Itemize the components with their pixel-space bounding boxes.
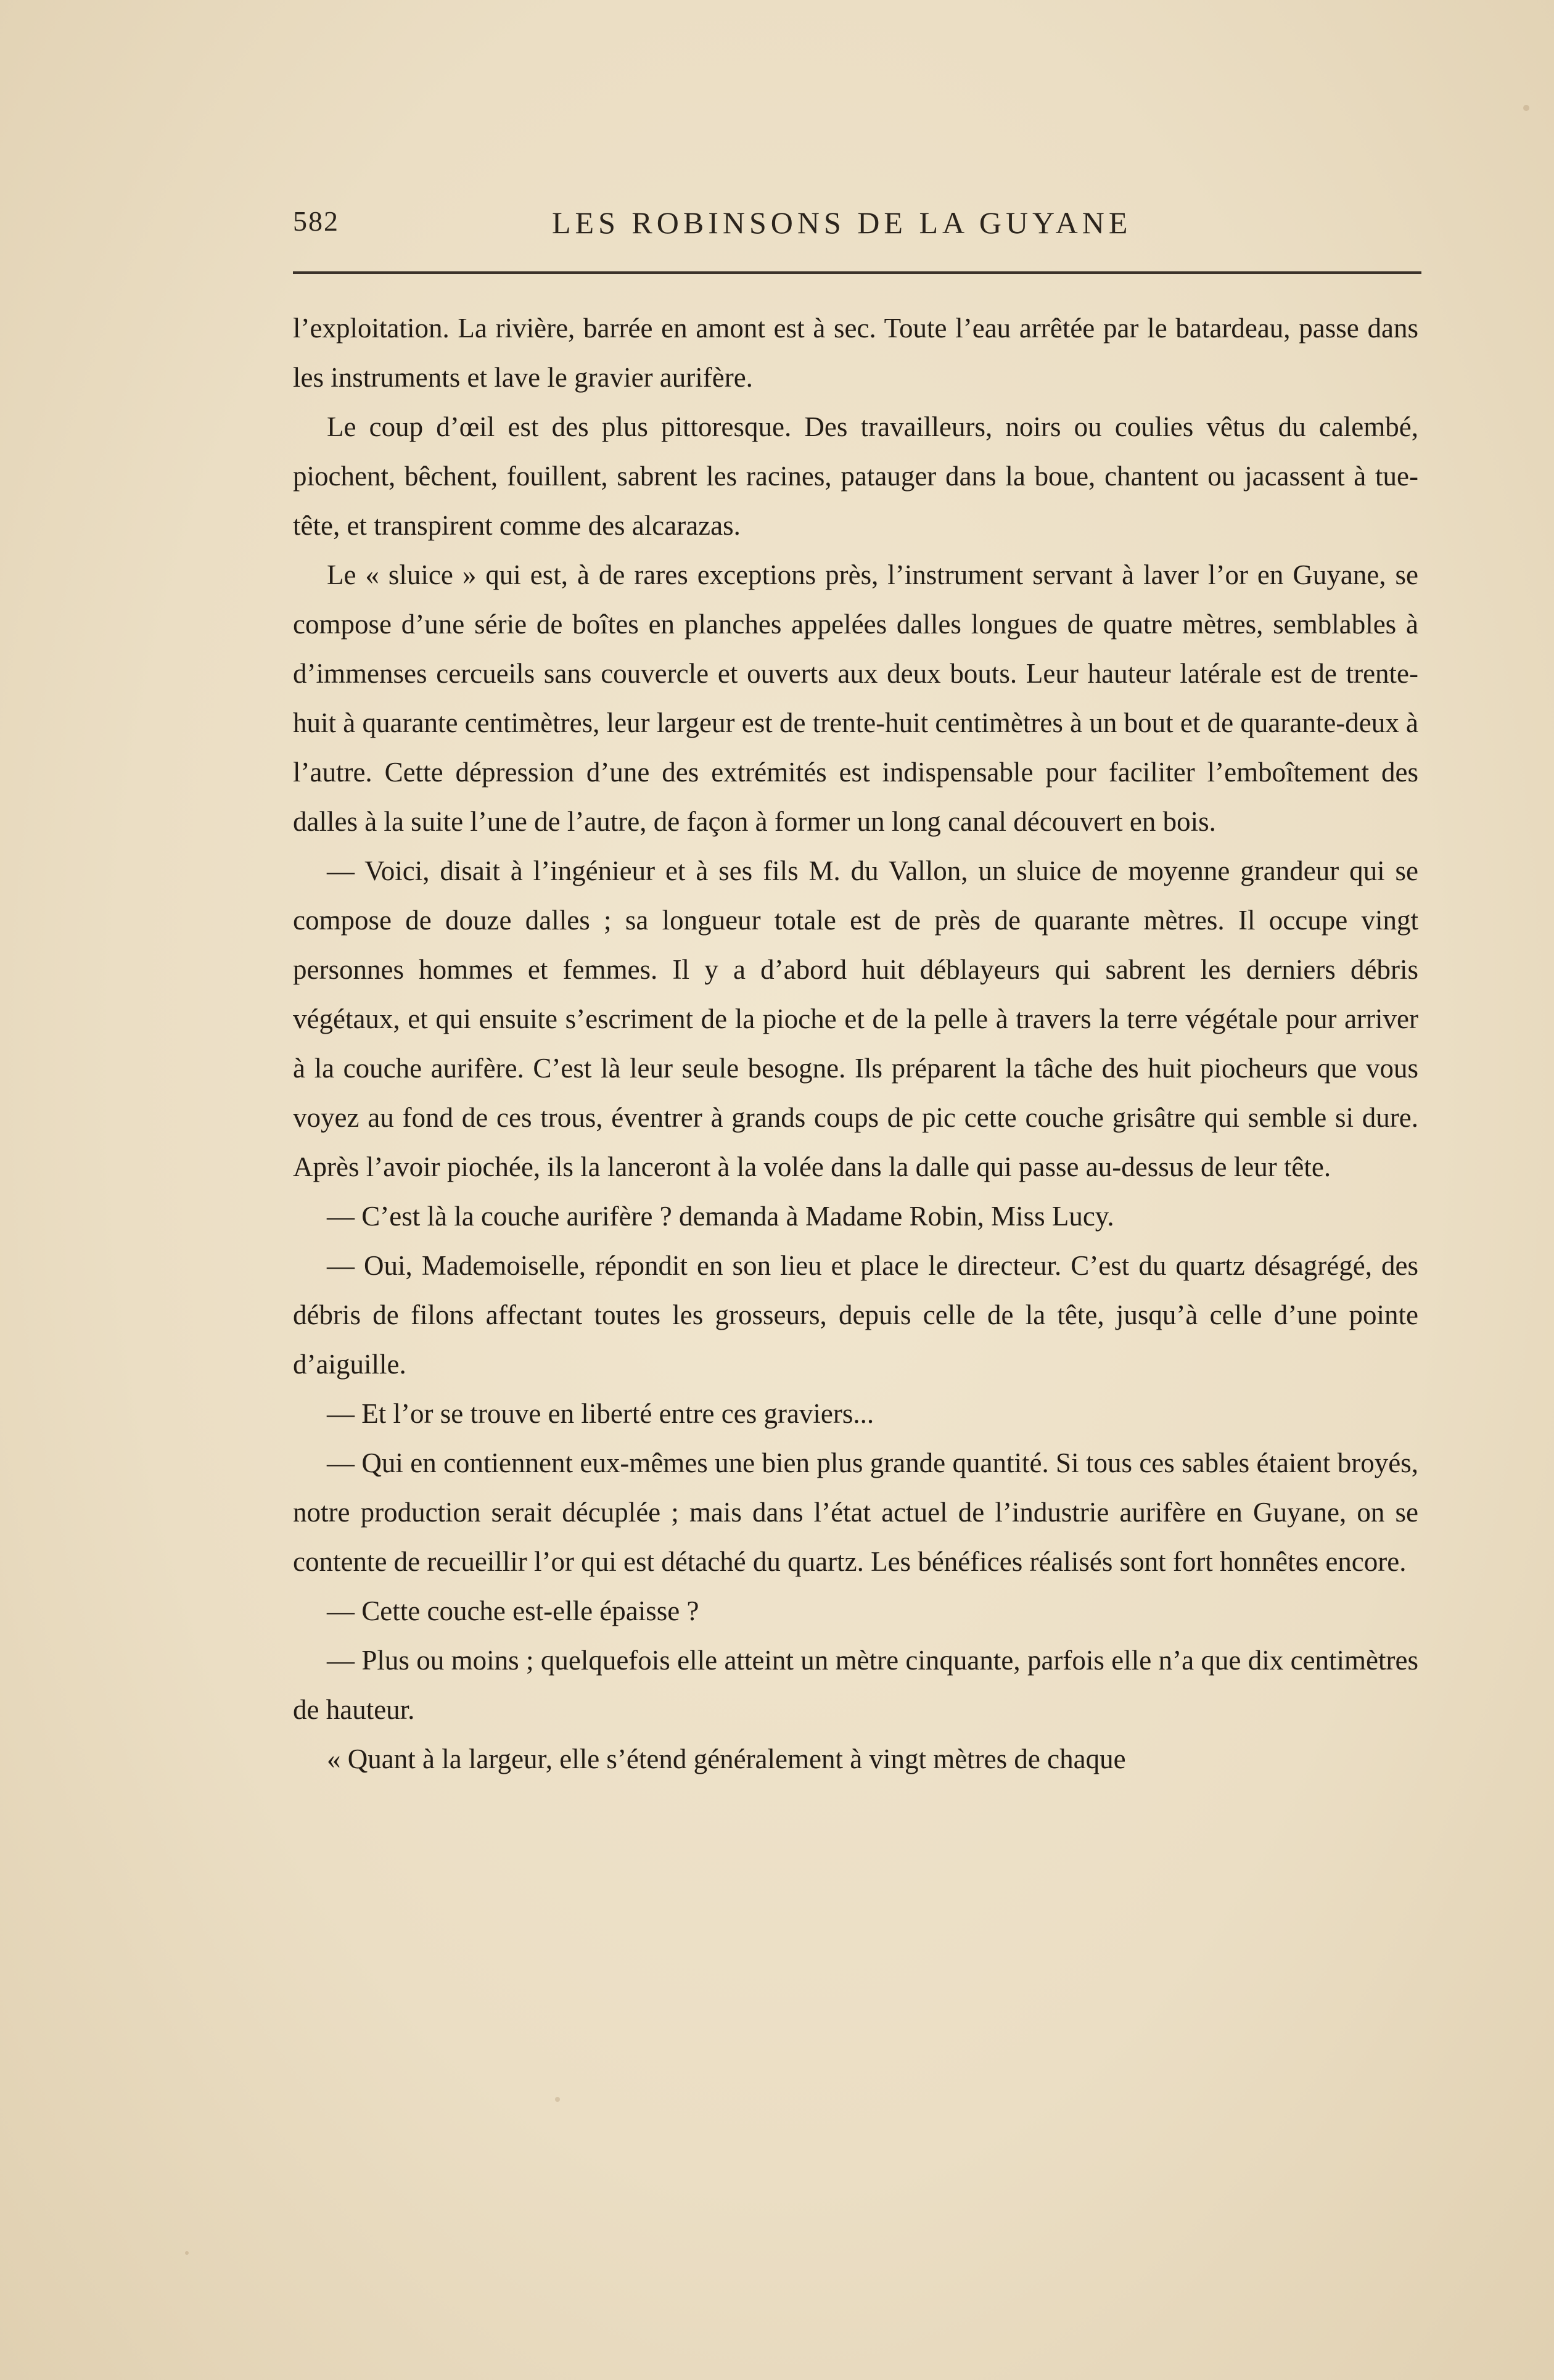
paper-stain [1523, 105, 1529, 111]
paper-stain [185, 2251, 189, 2255]
paragraph: — Voici, disait à l’ingénieur et à ses fils M. du Vallon, un sluice de moyenne grandeur qui se compose de douze dalles ; sa longueur totale est de près de quarante mètres. Il occupe vingt personnes hommes et femmes. Il y a d’abord huit déblayeurs qui sabrent les derniers débris végétaux, et qui ensuite s’escriment de la pioche et de la pelle à travers la terre végétale pour arriver à la couche aurifère. C’est là leur seule besogne. Ils préparent la tâche des huit piocheurs que vous voyez au fond de ces trous, éventrer à grands coups de pic cette couche grisâtre qui semble si dure. Après l’avoir piochée, ils la lanceront à la volée dans la dalle qui passe au-dessus de leur tête. [293, 855, 1418, 1182]
paper-stain [555, 2097, 560, 2102]
paragraph: l’exploitation. La rivière, barrée en amont est à sec. Toute l’eau arrêtée par le batardeau, passe dans les instruments et lave le gravier aurifère. [293, 313, 1418, 393]
paragraph: — Qui en contiennent eux-mêmes une bien plus grande quantité. Si tous ces sables étaient broyés, notre production serait décuplée ; mais dans l’état actuel de l’industrie aurifère en Guyane, on se contente de recueillir l’or qui est détaché du quartz. Les bénéfices réalisés sont fort honnêtes encore. [293, 1447, 1418, 1577]
paragraph: — Cette couche est-elle épaisse ? [327, 1596, 699, 1626]
page-number: 582 [293, 205, 339, 237]
running-title: LES ROBINSONS DE LA GUYANE [552, 205, 1132, 240]
body-text [293, 303, 1418, 1784]
paragraph: « Quant à la largeur, elle s’étend généralement à vingt mètres de chaque [327, 1744, 1126, 1774]
header-rule [293, 271, 1421, 274]
paragraph: — Plus ou moins ; quelquefois elle atteint un mètre cinquante, parfois elle n’a que dix centimètres de hauteur. [293, 1645, 1418, 1725]
paragraph: — Oui, Mademoiselle, répondit en son lieu et place le directeur. C’est du quartz désagrégé, des débris de filons affectant toutes les grosseurs, depuis celle de la tête, jusqu’à celle d’une pointe d’aiguille. [293, 1250, 1418, 1380]
paragraph: — Et l’or se trouve en liberté entre ces graviers... [327, 1398, 874, 1429]
paragraph: Le « sluice » qui est, à de rares exceptions près, l’instrument servant à laver l’or en Guyane, se compose d’une série de boîtes en planches appelées dalles longues de quatre mètres, semblables à d’immenses cercueils sans couvercle et ouverts aux deux bouts. Leur hauteur latérale est de trente-huit à quarante centimètres, leur largeur est de trente-huit centimètres à un bout et de quarante-deux à l’autre. Cette dépression d’une des extrémités est indispensable pour faciliter l’emboîtement des dalles à la suite l’une de l’autre, de façon à former un long canal découvert en bois. [293, 559, 1418, 837]
paragraph: Le coup d’œil est des plus pittoresque. Des travailleurs, noirs ou coulies vêtus du calembé, piochent, bêchent, fouillent, sabrent les racines, patauger dans la boue, chantent ou jacassent à tue-tête, et transpirent comme des alcarazas. [293, 411, 1418, 541]
paragraph: — C’est là la couche aurifère ? demanda à Madame Robin, Miss Lucy. [327, 1201, 1114, 1232]
page-header [293, 199, 1421, 248]
